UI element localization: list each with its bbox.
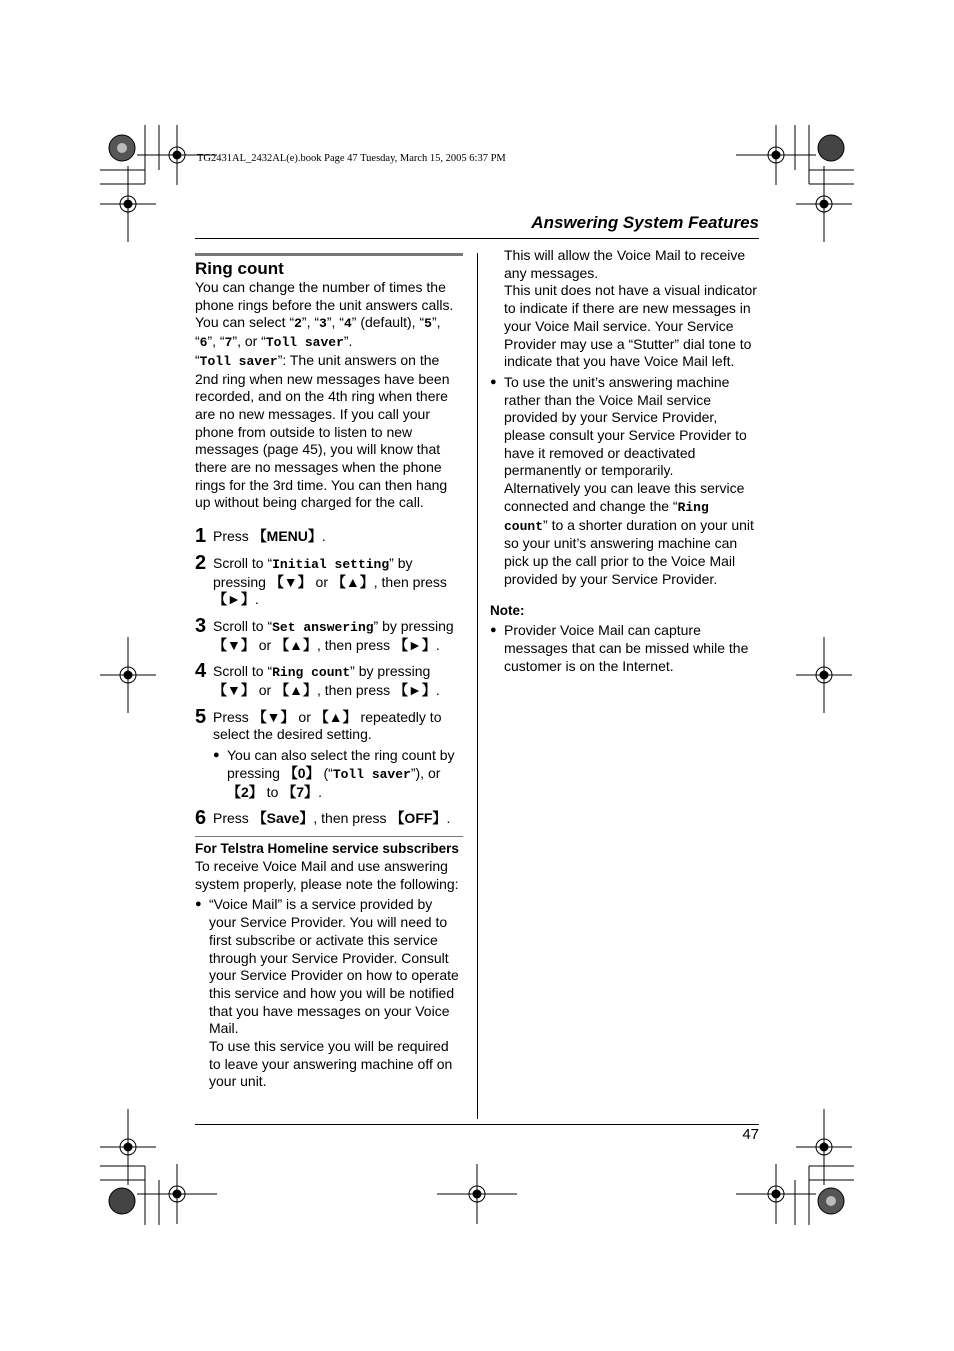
note-bullet: ● Provider Voice Mail can capture messages that can be missed while the customer is on the Internet.	[490, 622, 749, 674]
step-2: 2 Scroll to “Initial setting” by pressing 【▼】 or 【▲】, then press 【►】.	[195, 551, 447, 608]
bullet-icon: ●	[490, 624, 497, 637]
step-1: 1 Press 【MENU】.	[195, 525, 326, 548]
answering-machine-bullet: ● To use the unit’s answering machine rather than the Voice Mail service provided by your Service Provider, please consult your Service Provider to have it removed or deactivated permanently or temporarily. Alternatively you can leave this service connected and change the “Ring count” to a shorter duration on your unit so your unit’s answering machine can pick up the call prior to the Voice Mail provided by your Service Provider.	[490, 373, 754, 587]
section-title: Answering System Features	[531, 213, 759, 232]
step-5-bullet: ● You can also select the ring count by pressing 【0】 (“Toll saver”), or 【2】 to 【7】.	[213, 747, 455, 800]
bullet-icon: ●	[213, 749, 220, 762]
voice-mail-continued-1: This will allow the Voice Mail to receive any messages.	[504, 247, 746, 281]
voice-mail-continued-2: This unit does not have a visual indicator to indicate if there are new messages in your Voice Mail service. Your Service Provider may use a “Stutter” dial tone to indicate that you have Voice Mail left.	[504, 282, 757, 370]
ring-count-intro: You can change the number of times the phone rings before the unit answers calls. You can select “2”, “3”, “4” (default), “5”, “6”, “7”, or “Toll saver”.	[195, 279, 454, 351]
step-3: 3 Scroll to “Set answering” by pressing 【▼】 or 【▲】, then press 【►】.	[195, 614, 454, 653]
toll-saver-description: “Toll saver”: The unit answers on the 2nd ring when new messages have been recorded, and on the 4th ring when there are no new messages. If you call your phone from outside to listen to new messages (page 45), you will know that there are no messages when the phone rings for the 3rd time. You can then hang up without being charged for the call.	[195, 351, 450, 511]
telstra-section	[195, 839, 463, 1091]
column-divider	[477, 253, 478, 1119]
left-column	[195, 259, 463, 828]
telstra-intro: To receive Voice Mail and use answering system properly, please note the following:	[195, 858, 459, 892]
footer-rule	[195, 1124, 759, 1125]
step-5: 5 Press 【▼】 or 【▲】 repeatedly to select the desired setting. ● You can also select the ring count by pressing 【0】 (“Toll saver”), or 【2】 to 【7】.	[195, 709, 463, 802]
note-label: Note:	[490, 603, 525, 619]
voice-mail-bullet: ● “Voice Mail” is a service provided by your Service Provider. You will need to first subscribe or activate this service through your Service Provider. Consult your Service Provider on how to operate this service and how you will be notified that you have messages on your Voice Mail. To use this service you will be required to leave your answering machine off on your unit.	[195, 896, 459, 1090]
book-file-info: TG2431AL_2432AL(e).book Page 47 Tuesday, March 15, 2005 6:37 PM	[197, 153, 506, 164]
step-6: 6 Press 【Save】, then press 【OFF】.	[195, 807, 451, 830]
bullet-icon: ●	[195, 898, 202, 911]
right-column	[490, 247, 758, 675]
page-number: 47	[742, 1126, 759, 1143]
ring-count-heading: Ring count	[195, 259, 284, 278]
step-4: 4 Scroll to “Ring count” by pressing 【▼】 or 【▲】, then press 【►】.	[195, 660, 440, 699]
header-rule	[195, 238, 759, 239]
telstra-top-rule	[195, 836, 463, 837]
telstra-heading: For Telstra Homeline service subscribers	[195, 841, 459, 856]
bullet-icon: ●	[490, 375, 497, 388]
ring-count-top-rule	[195, 253, 463, 256]
